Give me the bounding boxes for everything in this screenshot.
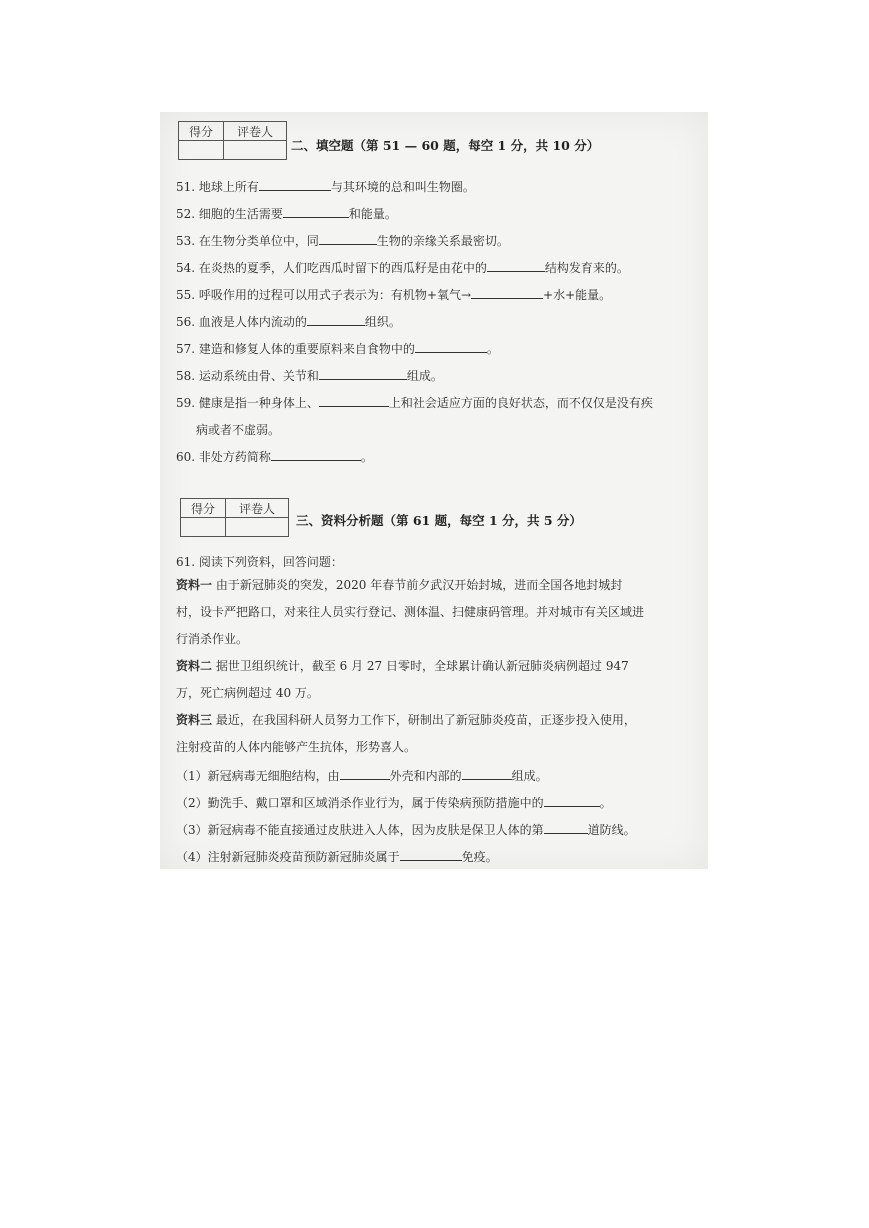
score-label: 得分 [179,122,224,141]
question-59-continued: 病或者不虚弱。 [196,423,281,437]
sub-question-2: （2）勤洗手、戴口罩和区域消杀作业行为，属于传染病预防措施中的 。 [176,796,612,810]
question-57: 57. 建造和修复人体的重要原料来自食物中的 。 [176,342,499,356]
question-51: 51. 地球上所有 与其环境的总和叫生物圈。 [176,180,475,194]
grader-cell[interactable] [224,141,287,160]
material-2-text: 据世卫组织统计，截至 6 月 27 日零时，全球累计确认新冠肺炎病例超过 947 万，死亡病例超过 40 万。 [176,659,629,700]
section3-title: 三、资料分析题（第 61 题，每空 1 分，共 5 分） [296,513,582,528]
score-label: 得分 [181,499,226,518]
material-1-label: 资料一 [176,578,213,592]
answer-blank[interactable] [462,767,512,780]
question-59: 59. 健康是指一种身体上、 上和社会适应方面的良好状态，而不仅仅是没有疾 [176,396,653,410]
score-table-section3 [180,498,289,537]
answer-blank[interactable] [544,821,588,834]
question-53: 53. 在生物分类单位中，同 生物的亲缘关系最密切。 [176,234,509,248]
answer-blank[interactable] [340,767,390,780]
answer-blank[interactable] [307,313,365,326]
grader-cell[interactable] [226,518,289,537]
answer-blank[interactable] [415,340,487,353]
question-52: 52. 细胞的生活需要 和能量。 [176,207,397,221]
question-54: 54. 在炎热的夏季，人们吃西瓜时留下的西瓜籽是由花中的 结构发育来的。 [176,261,629,275]
answer-blank[interactable] [544,794,600,807]
material-3-label: 资料三 [176,713,213,727]
material-3-text: 最近，在我国科研人员努力工作下，研制出了新冠肺炎疫苗，正逐步投入使用，注射疫苗的人体内能够产生抗体，形势喜人。 [176,713,636,754]
answer-blank[interactable] [319,394,389,407]
section2-title: 二、填空题（第 51 — 60 题，每空 1 分，共 10 分） [291,138,600,153]
answer-blank[interactable] [271,448,361,461]
question-55: 55. 呼吸作用的过程可以用式子表示为：有机物+氧气→ +水+能量。 [176,288,612,302]
answer-blank[interactable] [259,178,331,191]
material-3 [176,707,646,761]
answer-blank[interactable] [471,286,543,299]
sub-question-4: （4）注射新冠肺炎疫苗预防新冠肺炎属于 免疫。 [176,850,498,864]
material-1 [176,572,646,653]
grader-label: 评卷人 [226,499,289,518]
score-table-section2 [178,121,287,160]
question-61-intro: 61. 阅读下列资料，回答问题： [176,555,343,569]
score-cell[interactable] [179,141,224,160]
question-56: 56. 血液是人体内流动的 组织。 [176,315,401,329]
answer-blank[interactable] [319,367,407,380]
answer-blank[interactable] [487,259,545,272]
question-58: 58. 运动系统由骨、关节和 组成。 [176,369,443,383]
answer-blank[interactable] [283,205,349,218]
material-2 [176,653,646,707]
answer-blank[interactable] [400,848,462,861]
answer-blank[interactable] [319,232,377,245]
score-cell[interactable] [181,518,226,537]
grader-label: 评卷人 [224,122,287,141]
sub-question-1: （1）新冠病毒无细胞结构，由 外壳和内部的 组成。 [176,769,548,783]
question-60: 60. 非处方药简称 。 [176,450,373,464]
sub-question-3: （3）新冠病毒不能直接通过皮肤进入人体，因为皮肤是保卫人体的第 道防线。 [176,823,636,837]
material-1-text: 由于新冠肺炎的突发，2020 年春节前夕武汉开始封城，进而全国各地封城封村，设卡严把路口，对来往人员实行登记、测体温、扫健康码管理。并对城市有关区域进行消杀作业。 [176,578,645,646]
material-2-label: 资料二 [176,659,213,673]
